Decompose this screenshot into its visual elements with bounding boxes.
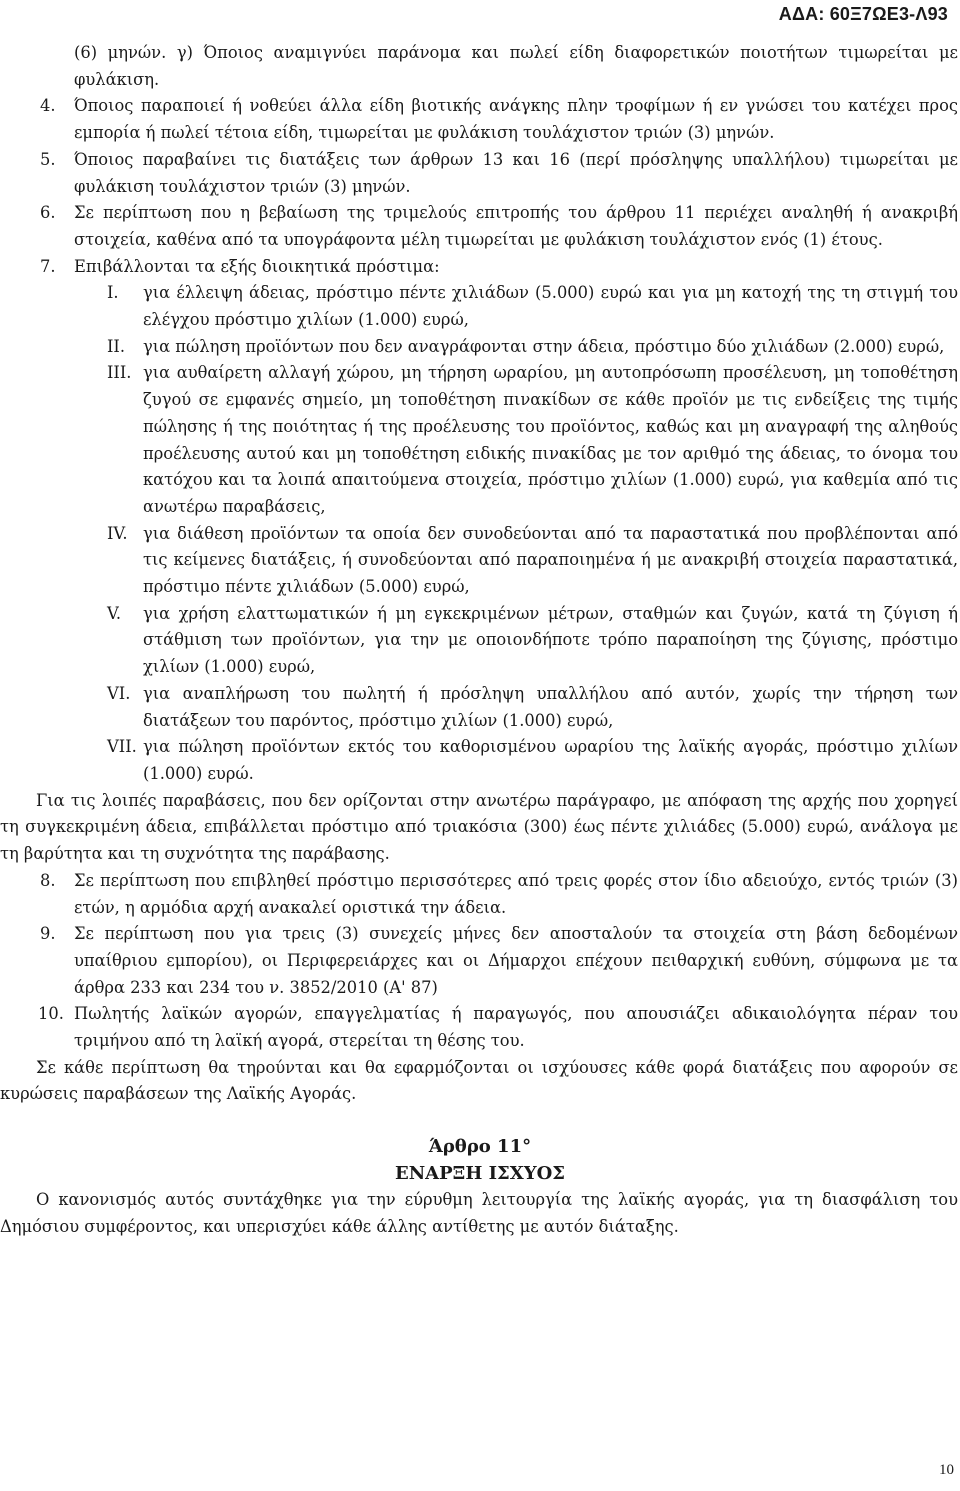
- item-number: 4.: [40, 96, 56, 116]
- item-text: Όποιος παραποιεί ή νοθεύει άλλα είδη βιοτικής ανάγκης πλην τροφίμων ή εν γνώσει του κατέχει προς εμπορία ή πωλεί τέτοια είδη, τιμωρείται με φυλάκιση τουλάχιστον τριών (3) μηνών.: [74, 96, 958, 143]
- article-heading: Άρθρο 11°: [428, 1136, 532, 1158]
- item-text: Επιβάλλονται τα εξής διοικητικά πρόστιμα:: [74, 256, 440, 276]
- fine-numeral: I.: [107, 283, 119, 303]
- fine-text: για πώληση προϊόντων εκτός του καθορισμένου ωραρίου της λαϊκής αγοράς, πρόστιμο χιλίων (1.000) ευρώ.: [143, 737, 958, 783]
- list-item-10: [0, 1001, 960, 1054]
- fine-numeral: II.: [107, 336, 126, 356]
- fine-numeral: VII.: [107, 737, 137, 757]
- item-text: Σε περίπτωση που για τρεις (3) συνεχείς μήνες δεν αποσταλούν τα στοιχεία στη βάση δεδομένων υπαίθριου εμπορίου), οι Περιφερειάρχες και οι Δήμαρχοι επέχουν πειθαρχική ευθύνη, σύμφωνα με τα άρθρα 233 και 234 του ν. 3852/2010 (Α' 87): [74, 924, 958, 997]
- fine-text: για αναπλήρωση του πωλητή ή πρόσληψη υπαλλήλου από αυτόν, χωρίς την τήρηση των διατάξεων του παρόντος, πρόστιμο χιλίων (1.000) ευρώ,: [143, 683, 958, 730]
- article-body: Ο κανονισμός αυτός συντάχθηκε για την εύρυθμη λειτουργία της λαϊκής αγοράς, για τη διασφάλιση του Δημόσιου συμφέροντος, και υπερισχύει κάθε άλλης αντίθετης με αυτόν διάταξης.: [0, 1190, 958, 1236]
- continuation-paragraph: (6) μηνών. γ) Όποιος αναμιγνύει παράνομα και πωλεί είδη διαφορετικών ποιοτήτων τιμωρείται με φυλάκιση.: [74, 43, 958, 89]
- fine-item-7: [0, 734, 960, 787]
- fine-item-2: [0, 334, 960, 361]
- list-item-9: [0, 921, 960, 1001]
- fine-numeral: VI.: [107, 683, 131, 703]
- article-subheading: ΕΝΑΡΞΗ ΙΣΧΥΟΣ: [395, 1163, 565, 1185]
- item-number: 10.: [38, 1004, 64, 1024]
- fine-text: για χρήση ελαττωματικών ή μη εγκεκριμένων μέτρων, σταθμών και ζυγών, κατά τη ζύγιση ή στάθμιση των προϊόντων, για την με οποιονδήποτε τρόπο παραποίηση της ζύγισης, πρόστιμο χιλίων (1.000) ευρώ,: [143, 603, 958, 677]
- continuation-text: [0, 40, 960, 93]
- fine-item-5: [0, 601, 960, 681]
- list-item-5: [0, 147, 960, 200]
- item-number: 9.: [40, 924, 56, 944]
- item-number: 6.: [40, 203, 56, 223]
- fine-item-3: [0, 360, 960, 520]
- list-item-7: [0, 254, 960, 281]
- fine-text: για πώληση προϊόντων που δεν αναγράφονται στην άδεια, πρόστιμο δύο χιλιάδων (2.000) ευρώ,: [143, 336, 945, 356]
- fine-item-6: [0, 681, 960, 734]
- fine-numeral: IV.: [107, 523, 128, 543]
- document-body: [0, 40, 960, 1241]
- item-text: Σε περίπτωση που επιβληθεί πρόστιμο περισσότερες από τρεις φορές στον ίδιο αδειούχο, εντός τριών (3) ετών, η αρμόδια αρχή ανακαλεί οριστικά την άδεια.: [74, 870, 958, 917]
- item-number: 8.: [40, 870, 56, 890]
- item-number: 5.: [40, 149, 56, 169]
- list-item-6: [0, 200, 960, 253]
- fine-item-4: [0, 521, 960, 601]
- item-text: Σε περίπτωση που η βεβαίωση της τριμελούς επιτροπής του άρθρου 11 περιέχει αναληθή ή ανακριβή στοιχεία, καθένα από τα υπογράφοντα μέλη τιμωρείται με φυλάκιση τουλάχιστον ενός (1) έτους.: [74, 203, 958, 249]
- fine-numeral: III.: [107, 363, 132, 383]
- fine-text: για αυθαίρετη αλλαγή χώρου, μη τήρηση ωραρίου, μη αυτοπρόσωπη προσέλευση, μη τοποθέτηση ζυγού σε εμφανές σημείο, μη τοποθέτηση πινακίδων σε κάθε προϊόν με τις ενδείξεις της τιμής πώλησης ή της ποιότητας ή της προέλευσης του προϊόντος, καθώς και μη αναγραφή της αληθούς προέλευσης αυτού και μη τοποθέτηση ειδικής πινακίδας με τον αριθμό της άδειας, το όνομα του κατόχου και τα λοιπά απαιτούμενα στοιχεία, πρόστιμο χιλίων (1.000) ευρώ, για καθεμία από τις ανωτέρω παραβάσεις,: [143, 363, 958, 516]
- list-item-8: [0, 868, 960, 921]
- item-text: Όποιος παραβαίνει τις διατάξεις των άρθρων 13 και 16 (περί πρόσληψης υπαλλήλου) τιμωρείται με φυλάκιση τουλάχιστον τριών (3) μηνών.: [74, 149, 958, 196]
- fine-numeral: V.: [107, 603, 122, 623]
- item-text: Πωλητής λαϊκών αγορών, επαγγελματίας ή παραγωγός, που απουσιάζει αδικαιολόγητα πέραν του τριμήνου από τη λαϊκή αγορά, στερείται τη θέσης του.: [74, 1004, 958, 1051]
- list-item-4: [0, 93, 960, 146]
- fine-text: για διάθεση προϊόντων τα οποία δεν συνοδεύονται από τα παραστατικά που προβλέπονται από τις κείμενες διατάξεις, ή συνοδεύονται από παραποιημένα ή με ανακριβή στοιχεία παραστατικά, πρόστιμο πέντε χιλιάδων (5.000) ευρώ,: [143, 523, 958, 597]
- fine-item-1: [0, 280, 960, 333]
- item-number: 7.: [40, 256, 56, 276]
- fine-text: για έλλειψη άδειας, πρόστιμο πέντε χιλιάδων (5.000) ευρώ και για μη κατοχή της τη στιγμή του ελέγχου πρόστιμο χιλίων (1.000) ευρώ,: [143, 283, 958, 330]
- ada-code: ΑΔΑ: 60Ξ7ΩΕ3-Λ93: [778, 4, 948, 24]
- closing-paragraph: Σε κάθε περίπτωση θα τηρούνται και θα εφαρμόζονται οι ισχύουσες κάθε φορά διατάξεις που αφορούν σε κυρώσεις παραβάσεων της Λαϊκής Αγοράς.: [0, 1057, 958, 1104]
- page-number: 10: [939, 1462, 954, 1478]
- other-violations-paragraph: Για τις λοιπές παραβάσεις, που δεν ορίζονται στην ανωτέρω παράγραφο, με απόφαση της αρχής που χορηγεί τη συγκεκριμένη άδεια, επιβάλλεται πρόστιμο από τριακόσια (300) έως πέντε χιλιάδες (5.000) ευρώ, ανάλογα με τη βαρύτητα και τη συχνότητα της παράβασης.: [0, 790, 958, 864]
